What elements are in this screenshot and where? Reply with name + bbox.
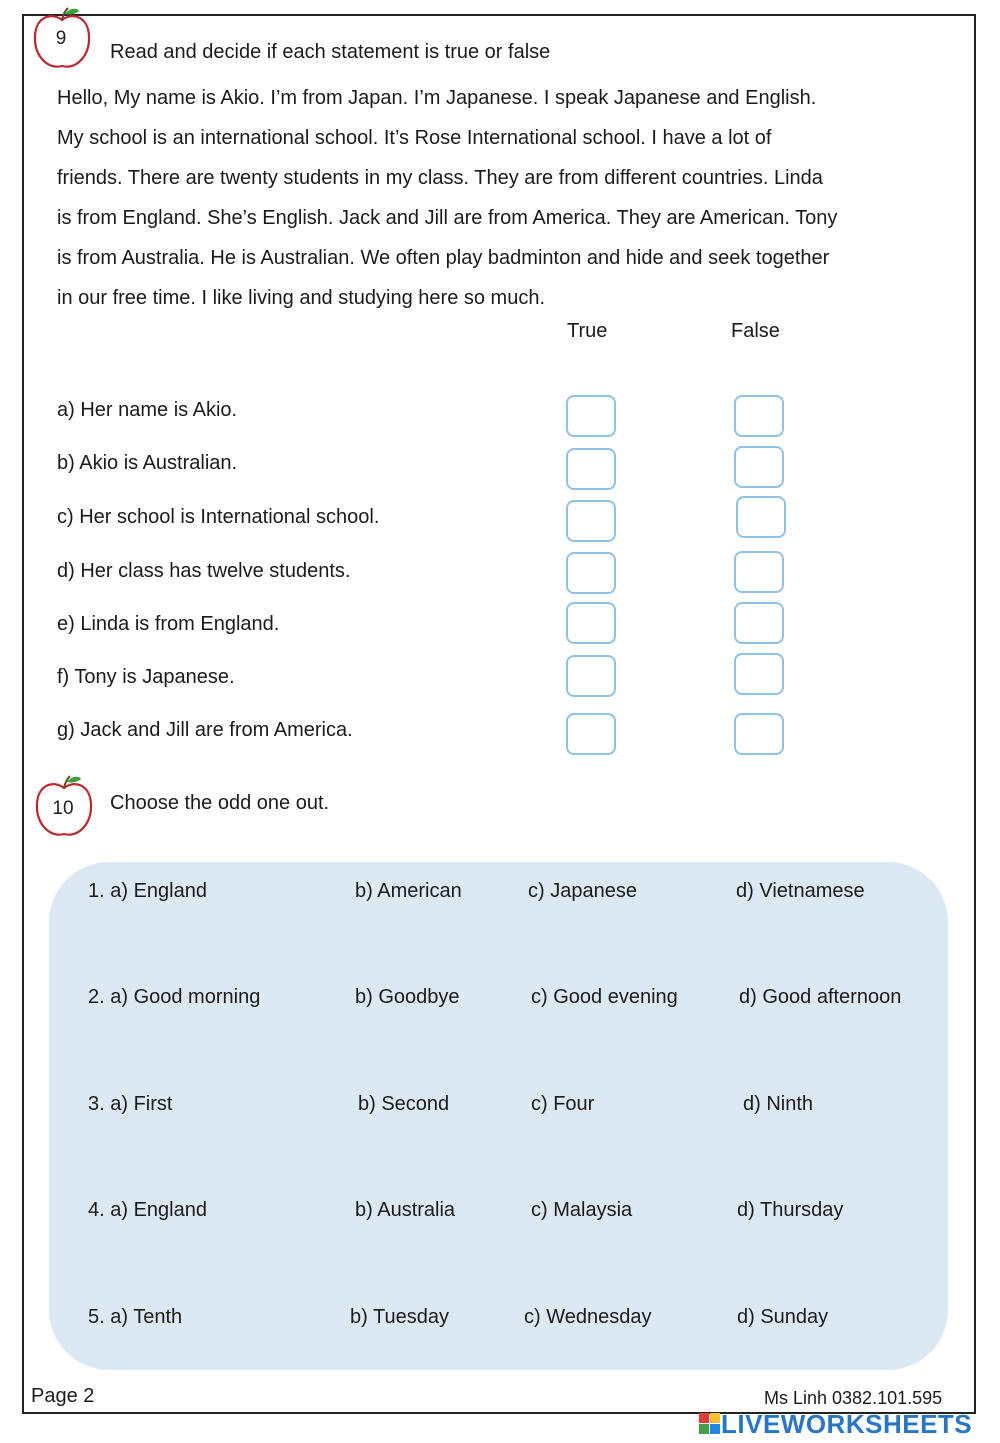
- option-1a[interactable]: 1. a) England: [88, 880, 207, 902]
- option-3b[interactable]: b) Second: [358, 1093, 450, 1115]
- liveworksheets-logo-icon: [699, 1411, 721, 1439]
- false-checkbox-f[interactable]: [734, 653, 784, 695]
- false-checkbox-e[interactable]: [734, 602, 784, 644]
- option-1d[interactable]: d) Vietnamese: [736, 880, 865, 902]
- option-3d[interactable]: d) Ninth: [743, 1093, 814, 1115]
- option-1b[interactable]: b) American: [355, 880, 462, 902]
- passage-line: is from Australia. He is Australian. We often play badminton and hide and seek together: [57, 247, 830, 269]
- option-3a[interactable]: 3. a) First: [88, 1093, 173, 1115]
- option-1c[interactable]: c) Japanese: [528, 880, 637, 902]
- false-checkbox-b[interactable]: [734, 446, 784, 488]
- passage-line: is from England. She’s English. Jack and Jill are from America. They are American. Tony: [57, 207, 838, 229]
- false-checkbox-c[interactable]: [736, 496, 786, 538]
- option-4a[interactable]: 4. a) England: [88, 1199, 207, 1221]
- statement-f: f) Tony is Japanese.: [57, 666, 235, 688]
- true-checkbox-e[interactable]: [566, 602, 616, 644]
- statement-a: a) Her name is Akio.: [57, 399, 238, 421]
- liveworksheets-brand[interactable]: LIVEWORKSHEETS: [721, 1409, 973, 1439]
- option-5b[interactable]: b) Tuesday: [350, 1306, 449, 1328]
- false-checkbox-d[interactable]: [734, 551, 784, 593]
- reading-passage: [57, 78, 927, 318]
- passage-line: My school is an international school. It’s Rose International school. I have a lot of: [57, 127, 772, 149]
- odd-one-out-panel: [49, 862, 948, 1370]
- option-2a[interactable]: 2. a) Good morning: [88, 986, 261, 1008]
- option-5c[interactable]: c) Wednesday: [524, 1306, 652, 1328]
- author-credit: Ms Linh 0382.101.595: [764, 1388, 943, 1408]
- option-4b[interactable]: b) Australia: [355, 1199, 456, 1221]
- true-column-header: True: [567, 320, 608, 342]
- option-2d[interactable]: d) Good afternoon: [739, 986, 902, 1008]
- exercise-number: 9: [55, 28, 67, 49]
- option-2b[interactable]: b) Goodbye: [355, 986, 460, 1008]
- apple-icon-10: [34, 774, 94, 840]
- apple-icon-9: [32, 6, 92, 72]
- option-3c[interactable]: c) Four: [531, 1093, 595, 1115]
- option-4d[interactable]: d) Thursday: [737, 1199, 844, 1221]
- true-checkbox-f[interactable]: [566, 655, 616, 697]
- statement-c: c) Her school is International school.: [57, 506, 380, 528]
- false-column-header: False: [731, 320, 780, 342]
- option-2c[interactable]: c) Good evening: [531, 986, 678, 1008]
- exercise10-instruction: Choose the odd one out.: [110, 792, 330, 814]
- passage-line: in our free time. I like living and studying here so much.: [57, 287, 546, 309]
- statement-b: b) Akio is Australian.: [57, 452, 238, 474]
- exercise-number: 10: [52, 798, 74, 819]
- option-5a[interactable]: 5. a) Tenth: [88, 1306, 183, 1328]
- passage-line: Hello, My name is Akio. I’m from Japan. I’m Japanese. I speak Japanese and English.: [57, 87, 817, 109]
- true-checkbox-g[interactable]: [566, 713, 616, 755]
- exercise9-instruction: Read and decide if each statement is true or false: [110, 41, 551, 63]
- option-4c[interactable]: c) Malaysia: [531, 1199, 633, 1221]
- statement-e: e) Linda is from England.: [57, 613, 280, 635]
- statement-d: d) Her class has twelve students.: [57, 560, 351, 582]
- false-checkbox-a[interactable]: [734, 395, 784, 437]
- page-number: Page 2: [31, 1385, 95, 1407]
- true-checkbox-d[interactable]: [566, 552, 616, 594]
- true-checkbox-c[interactable]: [566, 500, 616, 542]
- option-5d[interactable]: d) Sunday: [737, 1306, 829, 1328]
- passage-line: friends. There are twenty students in my class. They are from different countries. Linda: [57, 167, 823, 189]
- true-checkbox-a[interactable]: [566, 395, 616, 437]
- false-checkbox-g[interactable]: [734, 713, 784, 755]
- statement-g: g) Jack and Jill are from America.: [57, 719, 353, 741]
- true-checkbox-b[interactable]: [566, 448, 616, 490]
